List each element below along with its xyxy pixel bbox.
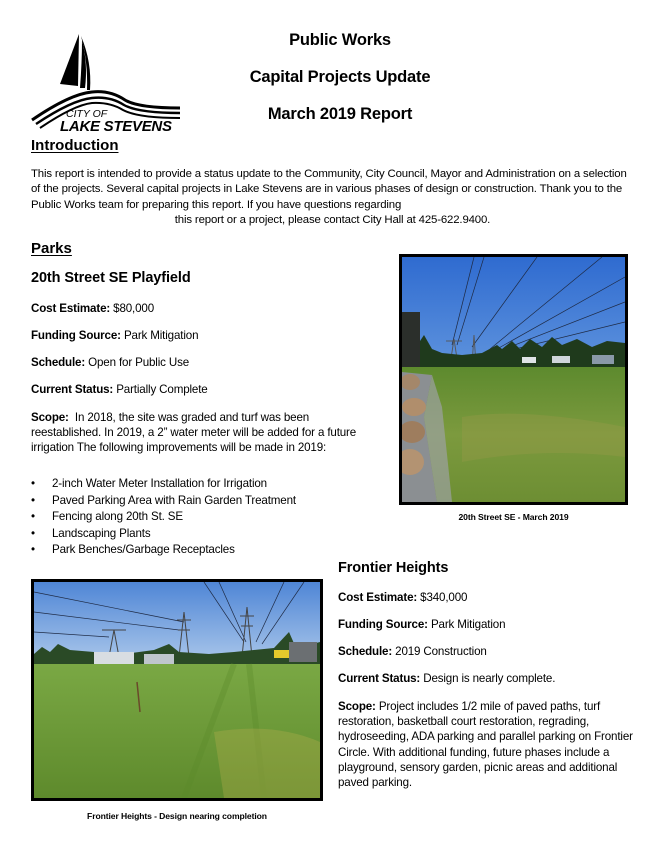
list-item: • Landscaping Plants: [31, 526, 296, 543]
current-status-value: Partially Complete: [116, 383, 208, 396]
cost-estimate-field: [31, 302, 154, 315]
photo-caption-20th-street-se: 20th Street SE - March 2019: [458, 512, 569, 522]
field-photo-image: [402, 257, 625, 502]
photo-frontier-heights: [31, 579, 323, 801]
scope-paragraph: [338, 699, 650, 790]
funding-source-field: [31, 329, 198, 342]
city-of-lake-stevens-logo: [30, 32, 180, 132]
list-item: • Fencing along 20th St. SE: [31, 509, 296, 526]
project-title-frontier-heights: Frontier Heights: [338, 560, 449, 576]
report-title-line-2: Capital Projects Update: [249, 68, 431, 86]
introduction-body: This report is intended to provide a status update to the Community, City Council, Mayor and Administration on a selection of the projects. Several capital projects in Lake Stevens are in various phases of design or construction. Thank you to the Public Works team for preparing this report. If you have questions regarding: [31, 168, 627, 211]
funding-source-value: Park Mitigation: [123, 329, 199, 342]
introduction-paragraph: [31, 167, 634, 228]
current-status-value: Design is nearly complete.: [423, 672, 556, 685]
report-title-line-3: March 2019 Report: [267, 105, 413, 123]
current-status-field: [338, 672, 555, 685]
funding-source-label: Funding Source:: [31, 329, 121, 342]
svg-text:LAKE STEVENS: LAKE STEVENS: [60, 118, 172, 132]
scope-value: Project includes 1/2 mile of paved paths, turf restoration, basketball court restoration, regrading, hydroseeding, ADA parking and parallel parking on Frontier Circle. With additional funding, future phases include a playground, sensory garden, picnic areas and additional paved parking.: [338, 700, 633, 790]
funding-source-field: [338, 618, 505, 631]
list-item: • Park Benches/Garbage Receptacles: [31, 542, 296, 559]
cost-estimate-label: Cost Estimate:: [338, 591, 418, 604]
funding-source-value: Park Mitigation: [430, 618, 506, 631]
current-status-field: [31, 383, 208, 396]
cost-estimate-label: Cost Estimate:: [31, 302, 111, 315]
field-photo-image: [34, 582, 320, 798]
schedule-label: Schedule:: [338, 645, 393, 658]
schedule-value: 2019 Construction: [395, 645, 487, 658]
parks-heading: Parks: [31, 240, 72, 257]
cost-estimate-value: $340,000: [420, 591, 468, 604]
list-item: • 2-inch Water Meter Installation for Irrigation: [31, 476, 296, 493]
introduction-contact-line: this report or a project, please contact City Hall at 425-622.9400.: [174, 213, 491, 226]
scope-label: Scope:: [31, 411, 69, 424]
photo-20th-street-se: [399, 254, 628, 505]
schedule-value: Open for Public Use: [88, 356, 190, 369]
current-status-label: Current Status:: [338, 672, 421, 685]
schedule-field: [338, 645, 487, 658]
svg-text:CITY OF: CITY OF: [66, 108, 108, 120]
photo-caption-frontier-heights: Frontier Heights - Design nearing completion: [87, 811, 267, 821]
report-title-line-1: Public Works: [289, 31, 391, 49]
schedule-label: Schedule:: [31, 356, 86, 369]
current-status-label: Current Status:: [31, 383, 114, 396]
cost-estimate-field: [338, 591, 467, 604]
scope-value: In 2018, the site was graded and turf was been reestablished. In 2019, a 2” water meter will be added for a future irrigation The following improvements will be made in 2019:: [31, 411, 357, 455]
funding-source-label: Funding Source:: [338, 618, 428, 631]
improvements-list: [31, 476, 296, 559]
list-item: • Paved Parking Area with Rain Garden Treatment: [31, 493, 296, 510]
cost-estimate-value: $80,000: [113, 302, 155, 315]
scope-label: Scope:: [338, 700, 376, 713]
project-title-20th-street: 20th Street SE Playfield: [31, 270, 191, 286]
introduction-heading: Introduction: [31, 137, 119, 154]
scope-paragraph: [31, 410, 376, 456]
schedule-field: [31, 356, 189, 369]
